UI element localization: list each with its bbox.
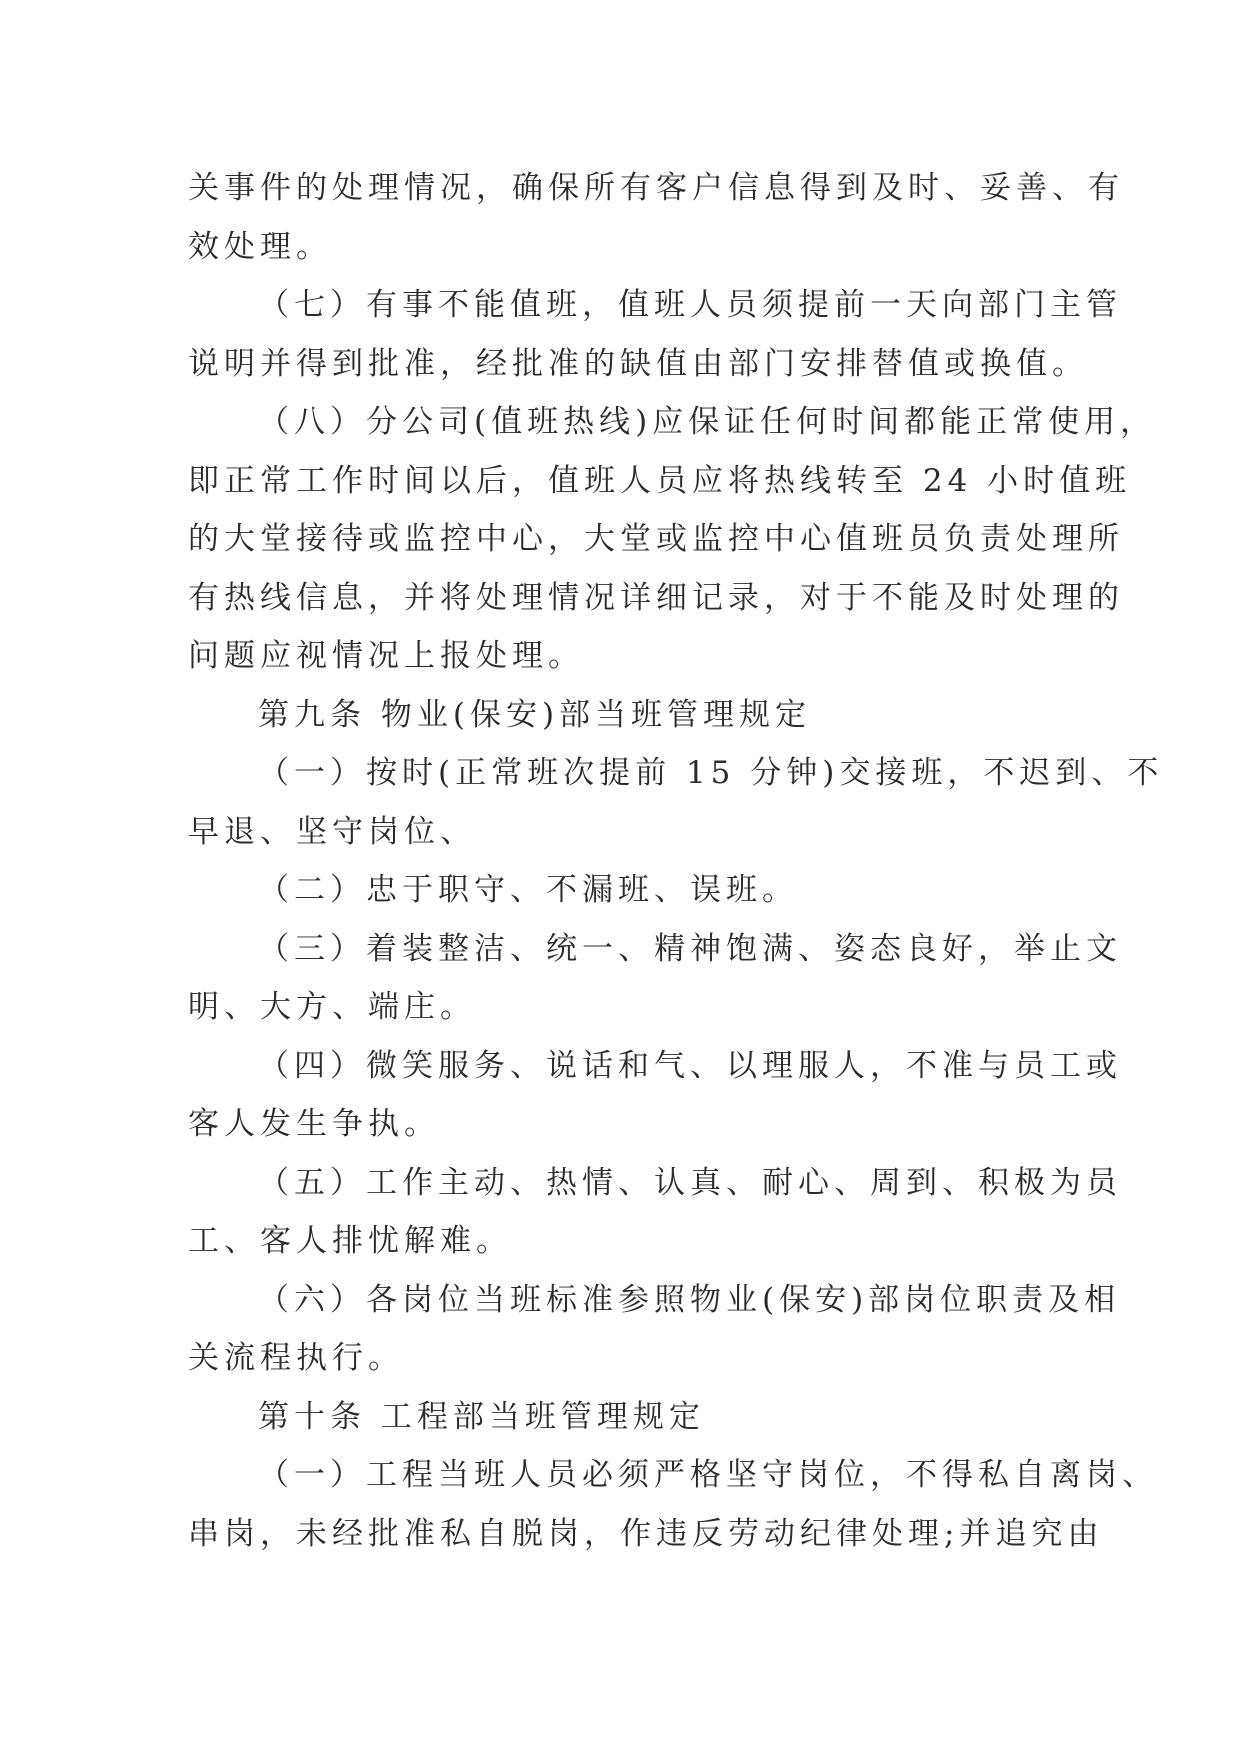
text-line: 第九条 物业(保安)部当班管理规定: [258, 696, 812, 733]
text-line: （一）按时(正常班次提前 15 分钟)交接班，不迟到、不: [258, 755, 1164, 791]
paragraph: [188, 744, 1164, 861]
text-line: （二）忠于职守、不漏班、误班。: [258, 872, 798, 908]
paragraph: [188, 861, 1066, 920]
text-line: 关流程执行。: [188, 1340, 404, 1376]
text-line: （三）着装整洁、统一、精神饱满、姿态良好，举止文: [258, 930, 1122, 967]
section-heading: [188, 686, 1066, 745]
paragraph: [188, 159, 1124, 276]
paragraph: [188, 1446, 1158, 1563]
text-line: 的大堂接待或监控中心，大堂或监控中心值班员负责处理所: [188, 521, 1124, 557]
text-line: 客人发生争执。: [188, 1106, 440, 1142]
text-line: 问题应视情况上报处理。: [188, 638, 584, 674]
paragraph: [188, 276, 1122, 393]
text-line: 串岗，未经批准私自脱岗，作违反劳动纪律处理;并追究由: [188, 1515, 1104, 1552]
paragraph: [188, 920, 1122, 1037]
text-line: （五）工作主动、热情、认真、耐心、周到、积极为员: [258, 1164, 1122, 1201]
document-body: [188, 159, 1164, 1563]
text-line: （一）工程当班人员必须严格坚守岗位，不得私自离岗、: [258, 1457, 1158, 1493]
section-heading: [188, 1388, 1066, 1447]
text-line: （六）各岗位当班标准参照物业(保安)部岗位职责及相: [258, 1281, 1121, 1318]
paragraph: [188, 1271, 1121, 1388]
text-line: 说明并得到批准，经批准的缺值由部门安排替值或换值。: [188, 345, 1088, 382]
text-line: 第十条 工程部当班管理规定: [258, 1398, 705, 1435]
text-line: （四）微笑服务、说话和气、以理服人，不准与员工或: [258, 1047, 1122, 1084]
text-line: 有热线信息，并将处理情况详细记录，对于不能及时处理的: [188, 579, 1124, 616]
text-line: 明、大方、端庄。: [188, 989, 476, 1025]
text-line: （八）分公司(值班热线)应保证任何时间都能正常使用，: [258, 404, 1157, 440]
text-line: 效处理。: [188, 228, 332, 265]
text-line: 即正常工作时间以后，值班人员应将热线转至 24 小时值班: [188, 462, 1132, 499]
text-line: 工、客人排忧解难。: [188, 1223, 512, 1259]
text-line: 关事件的处理情况，确保所有客户信息得到及时、妥善、有: [188, 170, 1124, 206]
text-line: 早退、坚守岗位、: [188, 813, 476, 850]
paragraph: [188, 1037, 1122, 1154]
paragraph: [188, 1154, 1122, 1271]
text-line: （七）有事不能值班，值班人员须提前一天向部门主管: [258, 287, 1122, 323]
paragraph: [188, 393, 1157, 686]
